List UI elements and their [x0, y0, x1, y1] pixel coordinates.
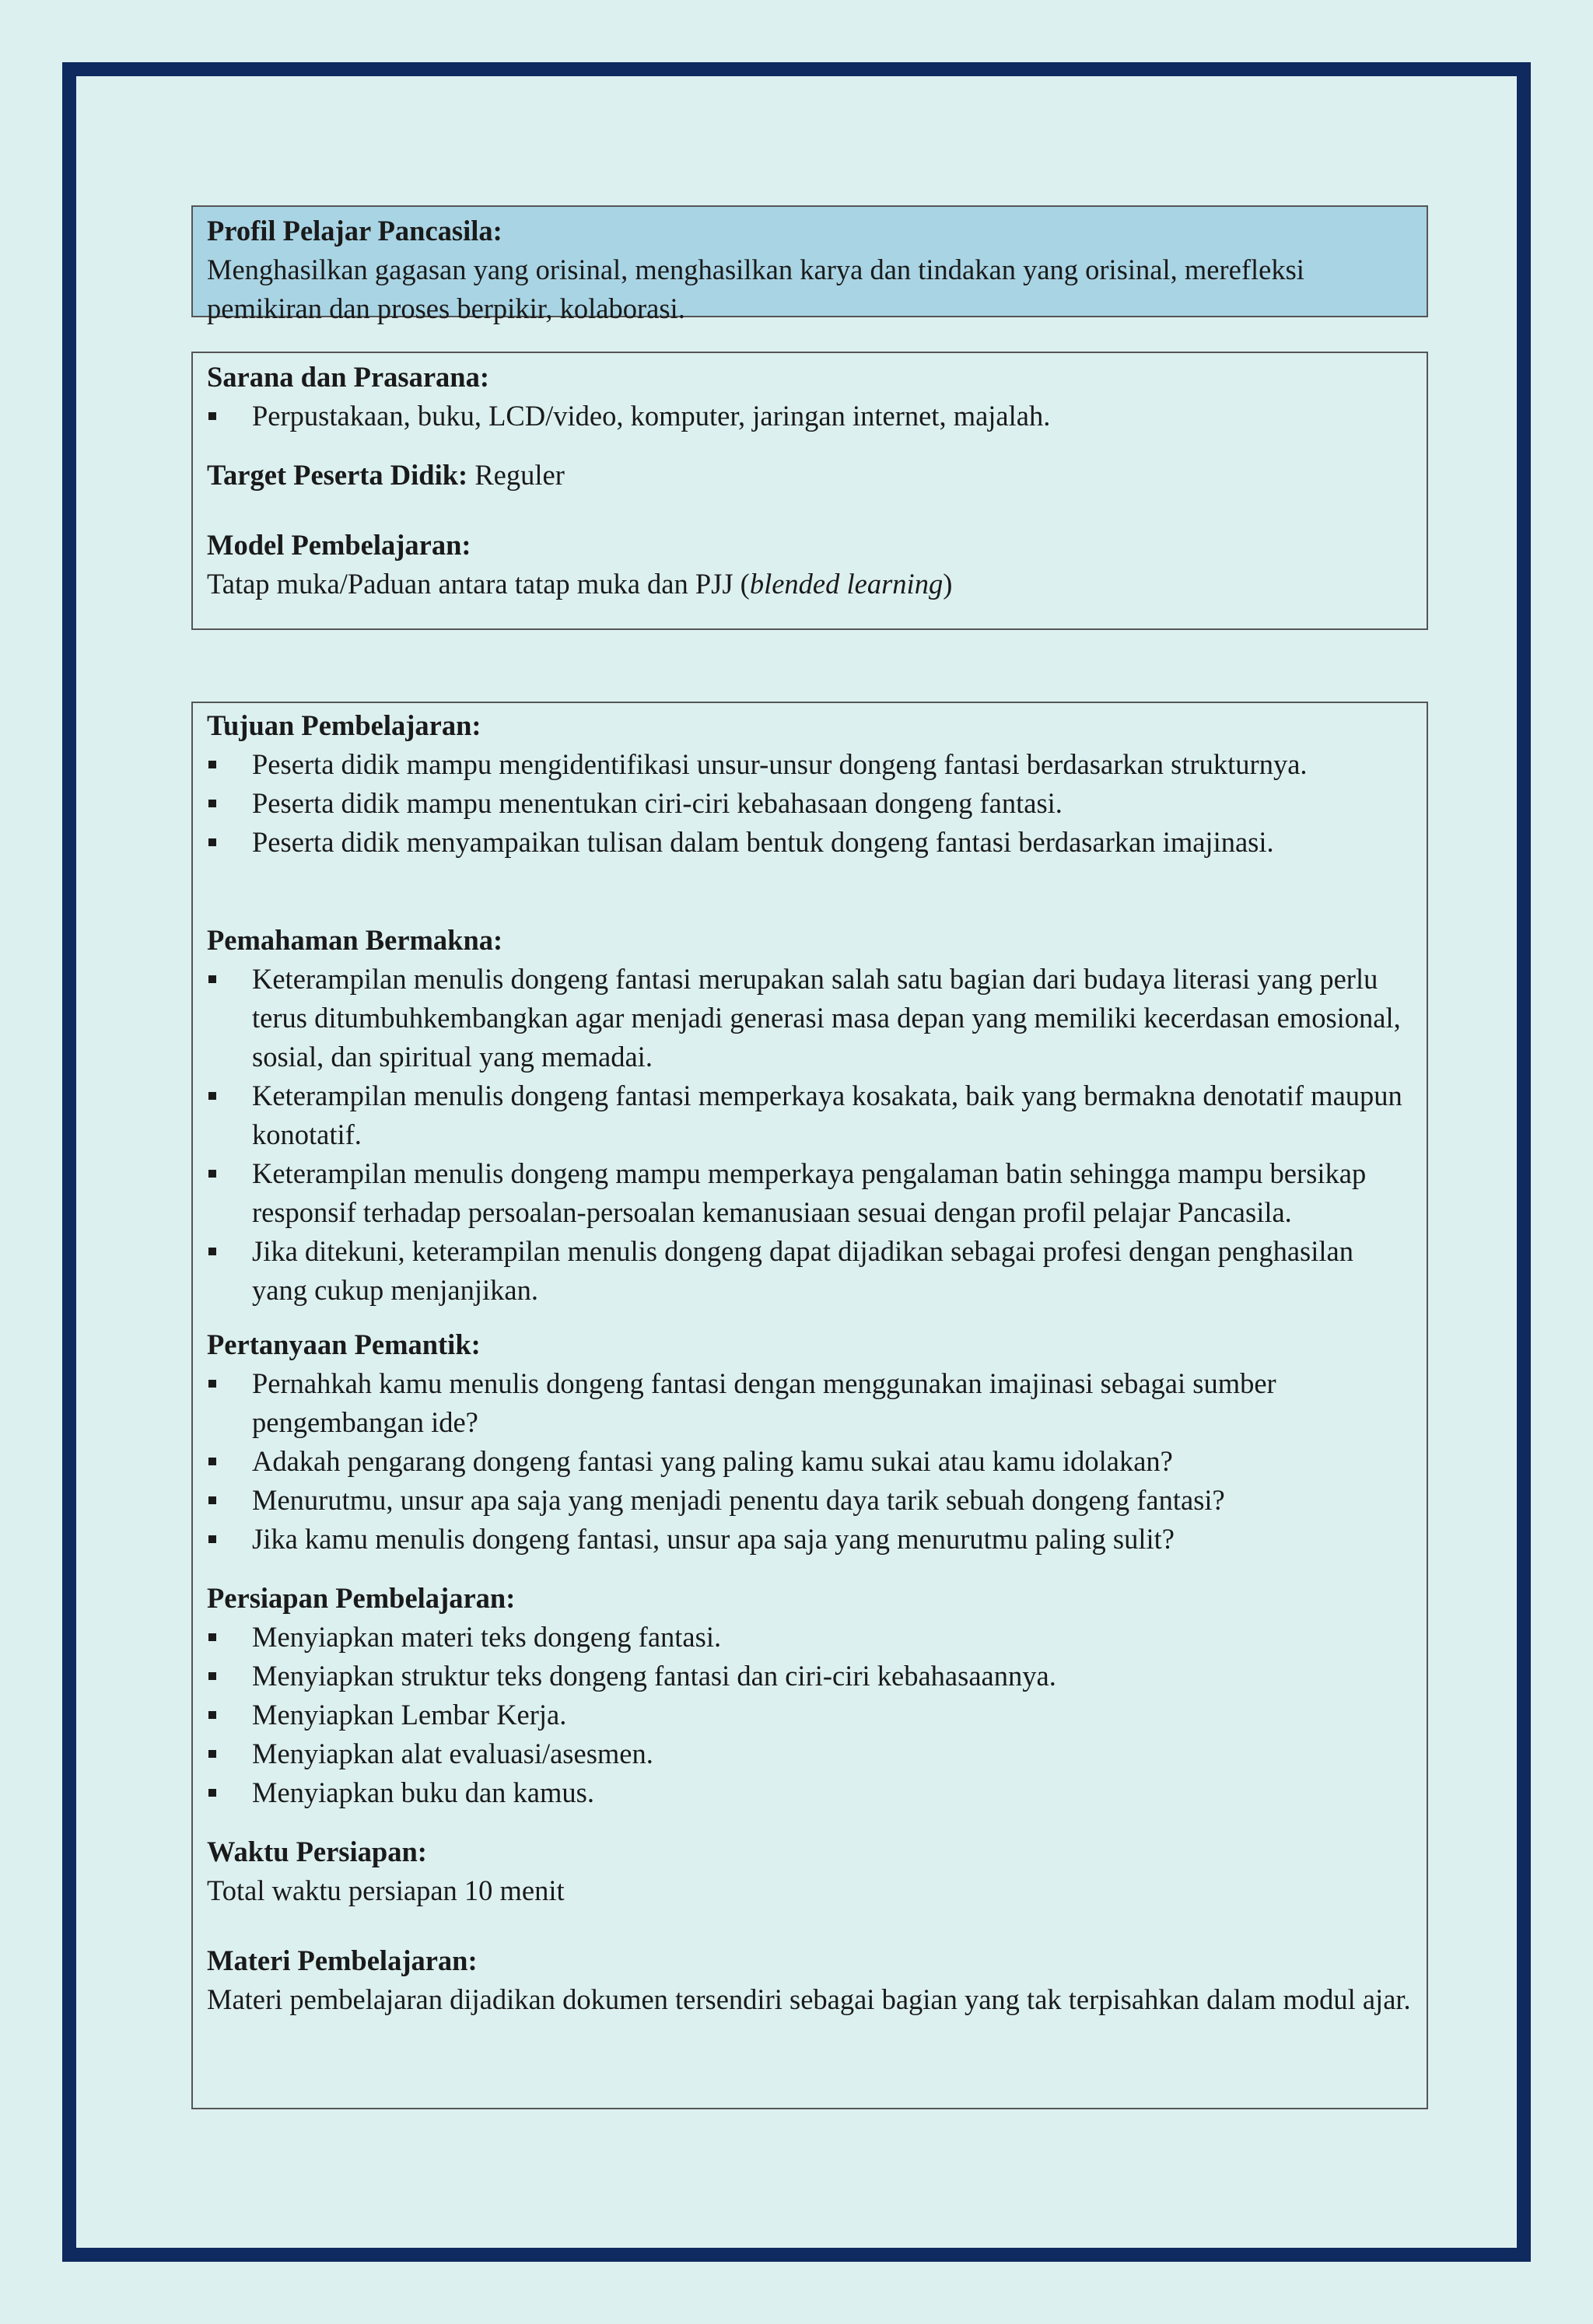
- materi-heading: Materi Pembelajaran:: [207, 1944, 478, 1976]
- tujuan-heading: Tujuan Pembelajaran:: [207, 709, 481, 741]
- list-item: Menyiapkan struktur teks dongeng fantasi dan ciri-ciri kebahasaannya.: [207, 1657, 1413, 1696]
- profil-heading: Profil Pelajar Pancasila:: [207, 215, 502, 247]
- persiapan-heading: Persiapan Pembelajaran:: [207, 1582, 516, 1614]
- pertanyaan-heading: Pertanyaan Pemantik:: [207, 1328, 481, 1360]
- sarana-model-box: [191, 352, 1428, 630]
- list-item: Menyiapkan materi teks dongeng fantasi.: [207, 1618, 1413, 1657]
- list-item: Keterampilan menulis dongeng fantasi memperkaya kosakata, baik yang bermakna denotatif maupun konotatif.: [207, 1076, 1413, 1154]
- tujuan-materi-box: [191, 702, 1428, 2109]
- list-item: Menurutmu, unsur apa saja yang menjadi penentu daya tarik sebuah dongeng fantasi?: [207, 1481, 1413, 1520]
- sarana-list: [207, 397, 1413, 436]
- list-item: Pernahkah kamu menulis dongeng fantasi dengan menggunakan imajinasi sebagai sumber pengembangan ide?: [207, 1364, 1413, 1442]
- list-item: Keterampilan menulis dongeng fantasi merupakan salah satu bagian dari budaya literasi yang perlu terus ditumbuhkembangkan agar menjadi generasi masa depan yang memiliki kecerdasan emosional, sosial, dan spiritual yang memadai.: [207, 960, 1413, 1076]
- waktu-text: Total waktu persiapan 10 menit: [207, 1874, 565, 1906]
- profil-text: Menghasilkan gagasan yang orisinal, menghasilkan karya dan tindakan yang orisinal, merefleksi pemikiran dan proses berpikir, kolaborasi.: [207, 254, 1304, 324]
- list-item: Menyiapkan Lembar Kerja.: [207, 1696, 1413, 1734]
- materi-text: Materi pembelajaran dijadikan dokumen tersendiri sebagai bagian yang tak terpisahkan dalam modul ajar.: [207, 1983, 1411, 2015]
- list-item: Menyiapkan buku dan kamus.: [207, 1773, 1413, 1812]
- persiapan-list: [207, 1618, 1413, 1812]
- sarana-heading: Sarana dan Prasarana:: [207, 361, 490, 393]
- list-item: Keterampilan menulis dongeng mampu memperkaya pengalaman batin sehingga mampu bersikap responsif terhadap persoalan-persoalan kemanusiaan sesuai dengan profil pelajar Pancasila.: [207, 1154, 1413, 1232]
- tujuan-list: [207, 745, 1413, 862]
- model-text-before: Tatap muka/Paduan antara tatap muka dan PJJ (: [207, 568, 750, 600]
- list-item: Jika kamu menulis dongeng fantasi, unsur apa saja yang menurutmu paling sulit?: [207, 1520, 1413, 1559]
- pemahaman-heading: Pemahaman Bermakna:: [207, 924, 503, 956]
- model-text-after: ): [943, 568, 953, 600]
- pertanyaan-list: [207, 1364, 1413, 1559]
- list-item: Peserta didik mampu menentukan ciri-ciri kebahasaan dongeng fantasi.: [207, 784, 1413, 823]
- list-item: Peserta didik mampu mengidentifikasi unsur-unsur dongeng fantasi berdasarkan strukturnya.: [207, 745, 1413, 784]
- list-item: Adakah pengarang dongeng fantasi yang paling kamu sukai atau kamu idolakan?: [207, 1442, 1413, 1481]
- model-heading: Model Pembelajaran:: [207, 529, 471, 561]
- list-item: Perpustakaan, buku, LCD/video, komputer, jaringan internet, majalah.: [207, 397, 1413, 436]
- waktu-heading: Waktu Persiapan:: [207, 1836, 427, 1867]
- list-item: Menyiapkan alat evaluasi/asesmen.: [207, 1734, 1413, 1773]
- list-item: Peserta didik menyampaikan tulisan dalam bentuk dongeng fantasi berdasarkan imajinasi.: [207, 823, 1413, 862]
- target-line: [207, 456, 1413, 495]
- profil-pelajar-box: [191, 205, 1428, 324]
- list-item: Jika ditekuni, keterampilan menulis dongeng dapat dijadikan sebagai profesi dengan penghasilan yang cukup menjanjikan.: [207, 1232, 1413, 1310]
- target-value: Reguler: [467, 459, 565, 491]
- pemahaman-list: [207, 960, 1413, 1310]
- model-text: [207, 565, 1413, 604]
- model-text-italic: blended learning: [749, 568, 944, 600]
- target-label: Target Peserta Didik:: [207, 459, 468, 491]
